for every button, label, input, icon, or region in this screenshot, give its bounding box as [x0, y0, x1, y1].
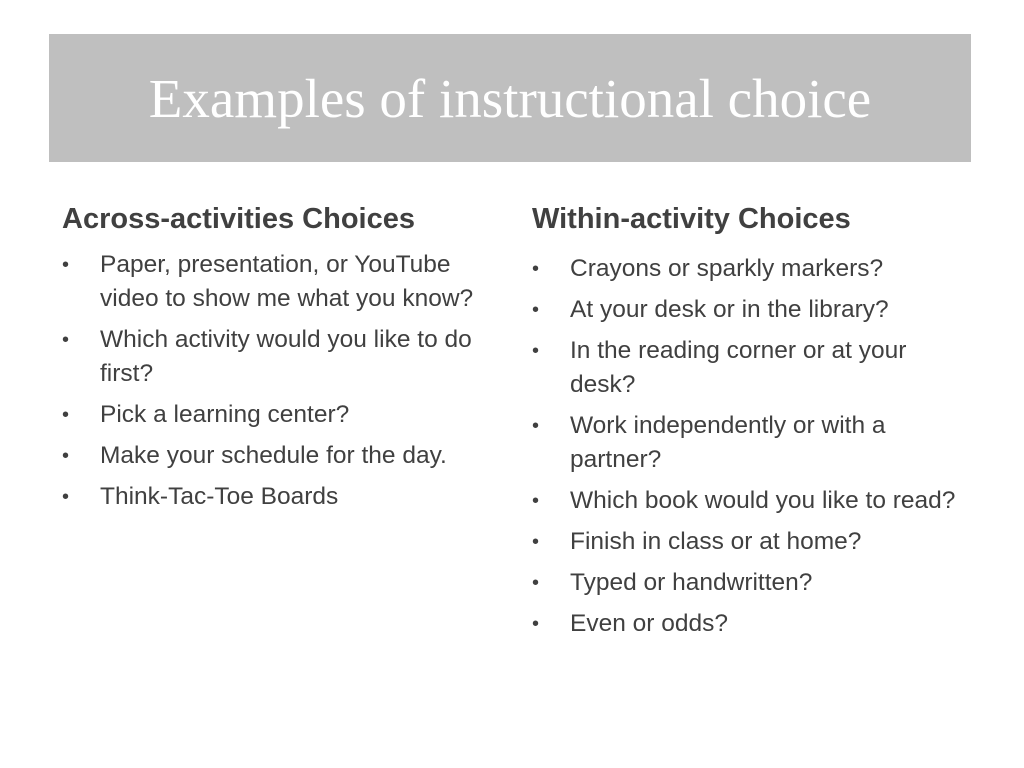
- slide-title: Examples of instructional choice: [148, 67, 872, 129]
- bullet-icon: •: [62, 254, 70, 276]
- list-item: [532, 409, 972, 477]
- bullet-icon: •: [62, 445, 70, 467]
- bullet-icon: •: [532, 531, 540, 553]
- left-bullet-list: [62, 248, 510, 514]
- list-item-text: Think-Tac-Toe Boards: [100, 483, 339, 510]
- list-item-text: Typed or handwritten?: [570, 569, 813, 596]
- list-item: [62, 248, 510, 316]
- list-item-text: Even or odds?: [570, 610, 728, 637]
- list-item: [532, 293, 972, 327]
- list-item: [532, 525, 972, 559]
- right-column-heading: Within-activity Choices: [532, 203, 851, 235]
- bullet-icon: •: [532, 415, 540, 437]
- right-column: [532, 200, 972, 648]
- bullet-icon: •: [532, 490, 540, 512]
- bullet-icon: •: [62, 404, 70, 426]
- list-item: [532, 607, 972, 641]
- bullet-icon: •: [532, 572, 540, 594]
- bullet-icon: •: [62, 329, 70, 351]
- list-item: [62, 480, 510, 514]
- list-item: [532, 484, 972, 518]
- right-bullet-list: [532, 252, 972, 641]
- list-item-text: In the reading corner or at your desk?: [570, 337, 907, 398]
- list-item-text: Paper, presentation, or YouTube video to show me what you know?: [100, 251, 474, 312]
- list-item-text: Crayons or sparkly markers?: [570, 255, 884, 282]
- bullet-icon: •: [532, 340, 540, 362]
- list-item-text: Finish in class or at home?: [570, 528, 862, 555]
- list-item-text: Make your schedule for the day.: [100, 442, 447, 469]
- list-item-text: Work independently or with a partner?: [570, 412, 886, 473]
- left-column-heading: Across-activities Choices: [62, 203, 415, 235]
- list-item-text: Which activity would you like to do first?: [100, 326, 472, 387]
- left-column: [62, 200, 510, 521]
- list-item-text: Pick a learning center?: [100, 401, 350, 428]
- list-item: [532, 334, 972, 402]
- list-item-text: At your desk or in the library?: [570, 296, 889, 323]
- list-item: [62, 323, 510, 391]
- title-bar: [49, 34, 971, 162]
- list-item: [532, 252, 972, 286]
- bullet-icon: •: [532, 299, 540, 321]
- bullet-icon: •: [62, 486, 70, 508]
- list-item-text: Which book would you like to read?: [570, 487, 956, 514]
- list-item: [62, 398, 510, 432]
- list-item: [62, 439, 510, 473]
- bullet-icon: •: [532, 258, 540, 280]
- list-item: [532, 566, 972, 600]
- bullet-icon: •: [532, 613, 540, 635]
